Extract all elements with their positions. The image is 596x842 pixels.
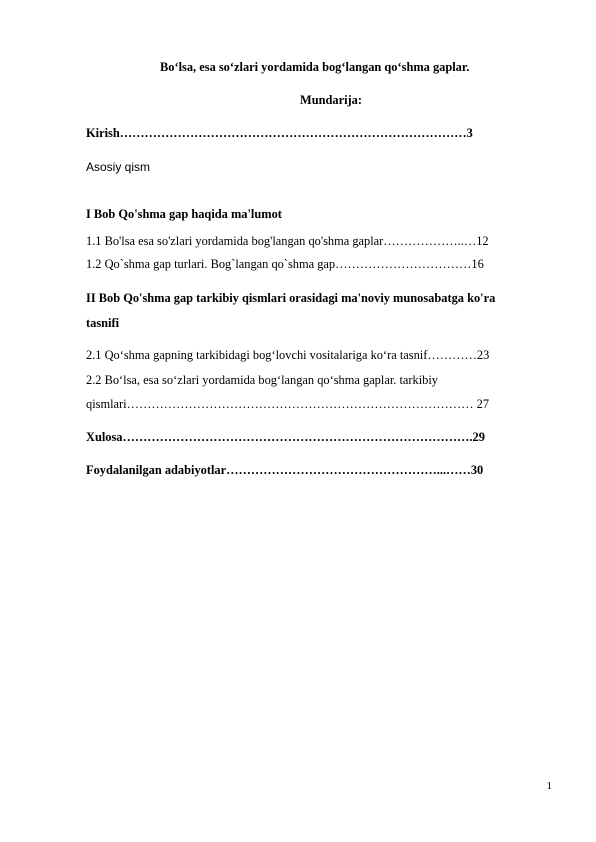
toc-entry-adabiyotlar: Foydalanilgan adabiyotlar……………………………………………...……30 — [86, 463, 484, 477]
toc-heading: Mundarija: — [300, 93, 362, 107]
toc-entry-2-2-line-1: 2.2 Bo‘lsa, esa so‘zlari yordamida bog‘langan qo‘shma gaplar. tarkibiy — [86, 373, 439, 387]
toc-entry-xulosa: Xulosa………………………………………………………………………….29 — [86, 430, 485, 444]
page-number: 1 — [546, 780, 552, 792]
toc-entry-2-2-line-2: qismlari………………………………………………………………………… 27 — [86, 397, 490, 411]
toc-entry-1-2: 1.2 Qo`shma gap turlari. Bog`langan qo`shma gap……………………………16 — [86, 257, 484, 271]
toc-chapter-2-line-1: II Bob Qo'shma gap tarkibiy qismlari orasidagi ma'noviy munosabatga ko'ra — [86, 291, 496, 305]
toc-entry-1-1: 1.1 Bo'lsa esa so'zlari yordamida bog'langan qo'shma gaplar………………..…12 — [86, 234, 489, 248]
toc-chapter-1: I Bob Qo'shma gap haqida ma'lumot — [86, 207, 282, 221]
toc-entry-kirish: Kirish…………………………………………………………………………3 — [86, 126, 473, 140]
toc-entry-asosiy-qism: Asosiy qism — [86, 160, 151, 174]
document-title: Bo‘lsa, esa so‘zlari yordamida bog‘langan qo‘shma gaplar. — [160, 60, 470, 74]
toc-entry-2-1: 2.1 Qo‘shma gapning tarkibidagi bog‘lovchi vositalariga ko‘ra tasnif…………23 — [86, 348, 490, 362]
toc-chapter-2-line-2: tasnifi — [86, 316, 120, 330]
